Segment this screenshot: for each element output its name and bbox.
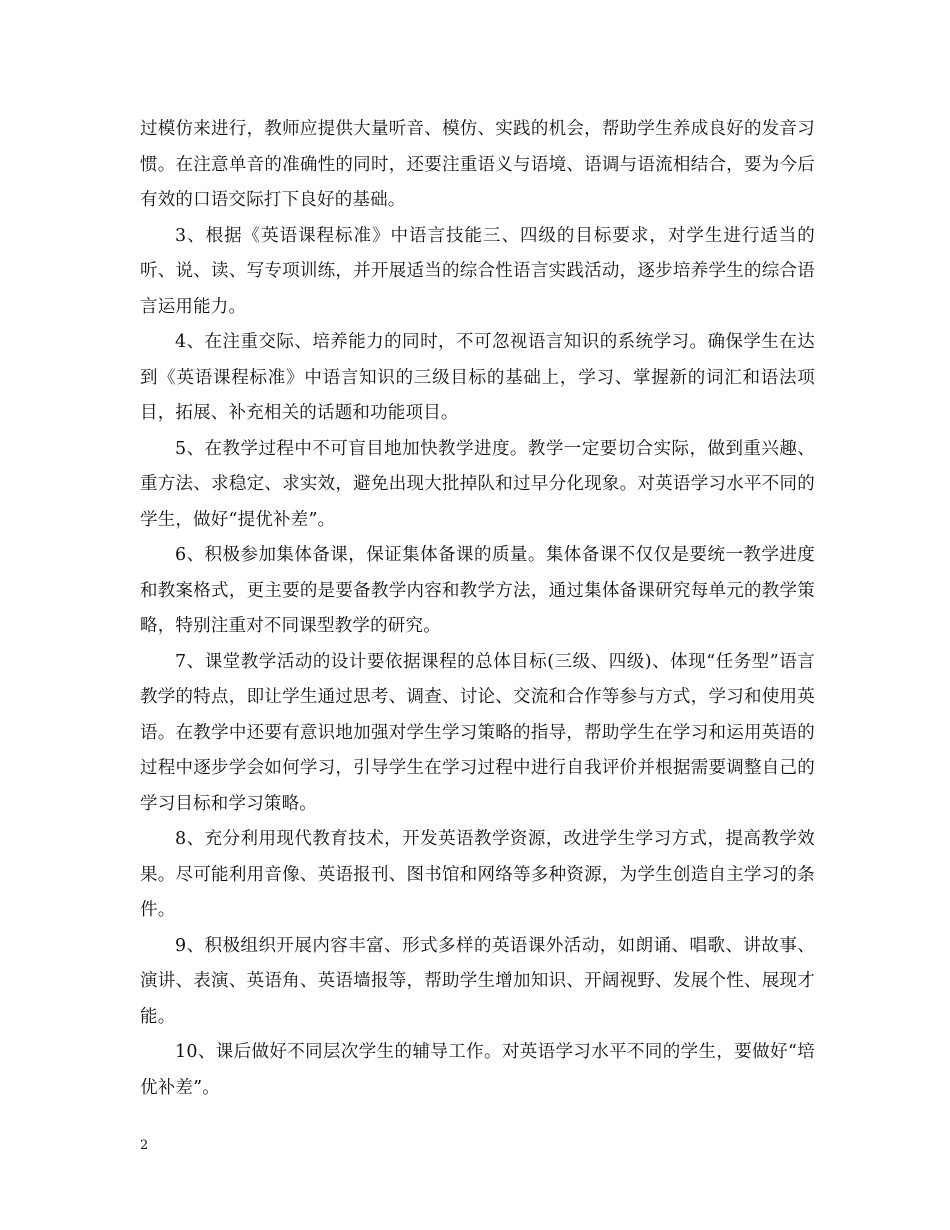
paragraph-item-6: 6、积极参加集体备课，保证集体备课的质量。集体备课不仅仅是要统一教学进度和教案格式，更主要的是要备教学内容和教学方法，通过集体备课研究每单元的教学策略，特别注重对不同课型教学的研究。 bbox=[140, 545, 815, 636]
paragraph-item-8: 8、充分利用现代教育技术，开发英语教学资源，改进学生学习方式，提高教学效果。尽可能利用音像、英语报刊、图书馆和网络等多种资源，为学生创造自主学习的条件。 bbox=[140, 829, 815, 920]
paragraph-item-5: 5、在教学过程中不可盲目地加快教学进度。教学一定要切合实际，做到重兴趣、重方法、求稳定、求实效，避免出现大批掉队和过早分化现象。对英语学习水平不同的学生，做好“提优补差”。 bbox=[140, 438, 815, 530]
document-body bbox=[140, 112, 815, 1106]
paragraph-item-9: 9、积极组织开展内容丰富、形式多样的英语课外活动，如朗诵、唱歌、讲故事、演讲、表演、英语角、英语墙报等，帮助学生增加知识、开阔视野、发展个性、展现才能。 bbox=[140, 935, 815, 1027]
paragraph-item-10: 10、课后做好不同层次学生的辅导工作。对英语学习水平不同的学生，要做好“培优补差”。 bbox=[140, 1042, 815, 1098]
paragraph-item-7: 7、课堂教学活动的设计要依据课程的总体目标(三级、四级)、体现“任务型”语言教学的特点，即让学生通过思考、调查、讨论、交流和合作等参与方式，学习和使用英语。在教学中还要有意识地加强对学生学习策略的指导，帮助学生在学习和运用英语的过程中逐步学会如何学习，引导学生在学习过程中进行自我评价并根据需要调整自己的学习目标和学习策略。 bbox=[140, 651, 815, 814]
page-number: 2 bbox=[140, 1138, 149, 1153]
paragraph-item-4: 4、在注重交际、培养能力的同时，不可忽视语言知识的系统学习。确保学生在达到《英语课程标准》中语言知识的三级目标的基础上，学习、掌握新的词汇和语法项目，拓展、补充相关的话题和功能项目。 bbox=[140, 332, 815, 423]
paragraph-continued: 过模仿来进行，教师应提供大量听音、模仿、实践的机会，帮助学生养成良好的发音习惯。在注意单音的准确性的同时，还要注重语义与语境、语调与语流相结合，要为今后有效的口语交际打下良好的基础。 bbox=[140, 119, 815, 210]
paragraph-item-3: 3、根据《英语课程标准》中语言技能三、四级的目标要求，对学生进行适当的听、说、读、写专项训练，并开展适当的综合性语言实践活动，逐步培养学生的综合语言运用能力。 bbox=[140, 225, 815, 317]
